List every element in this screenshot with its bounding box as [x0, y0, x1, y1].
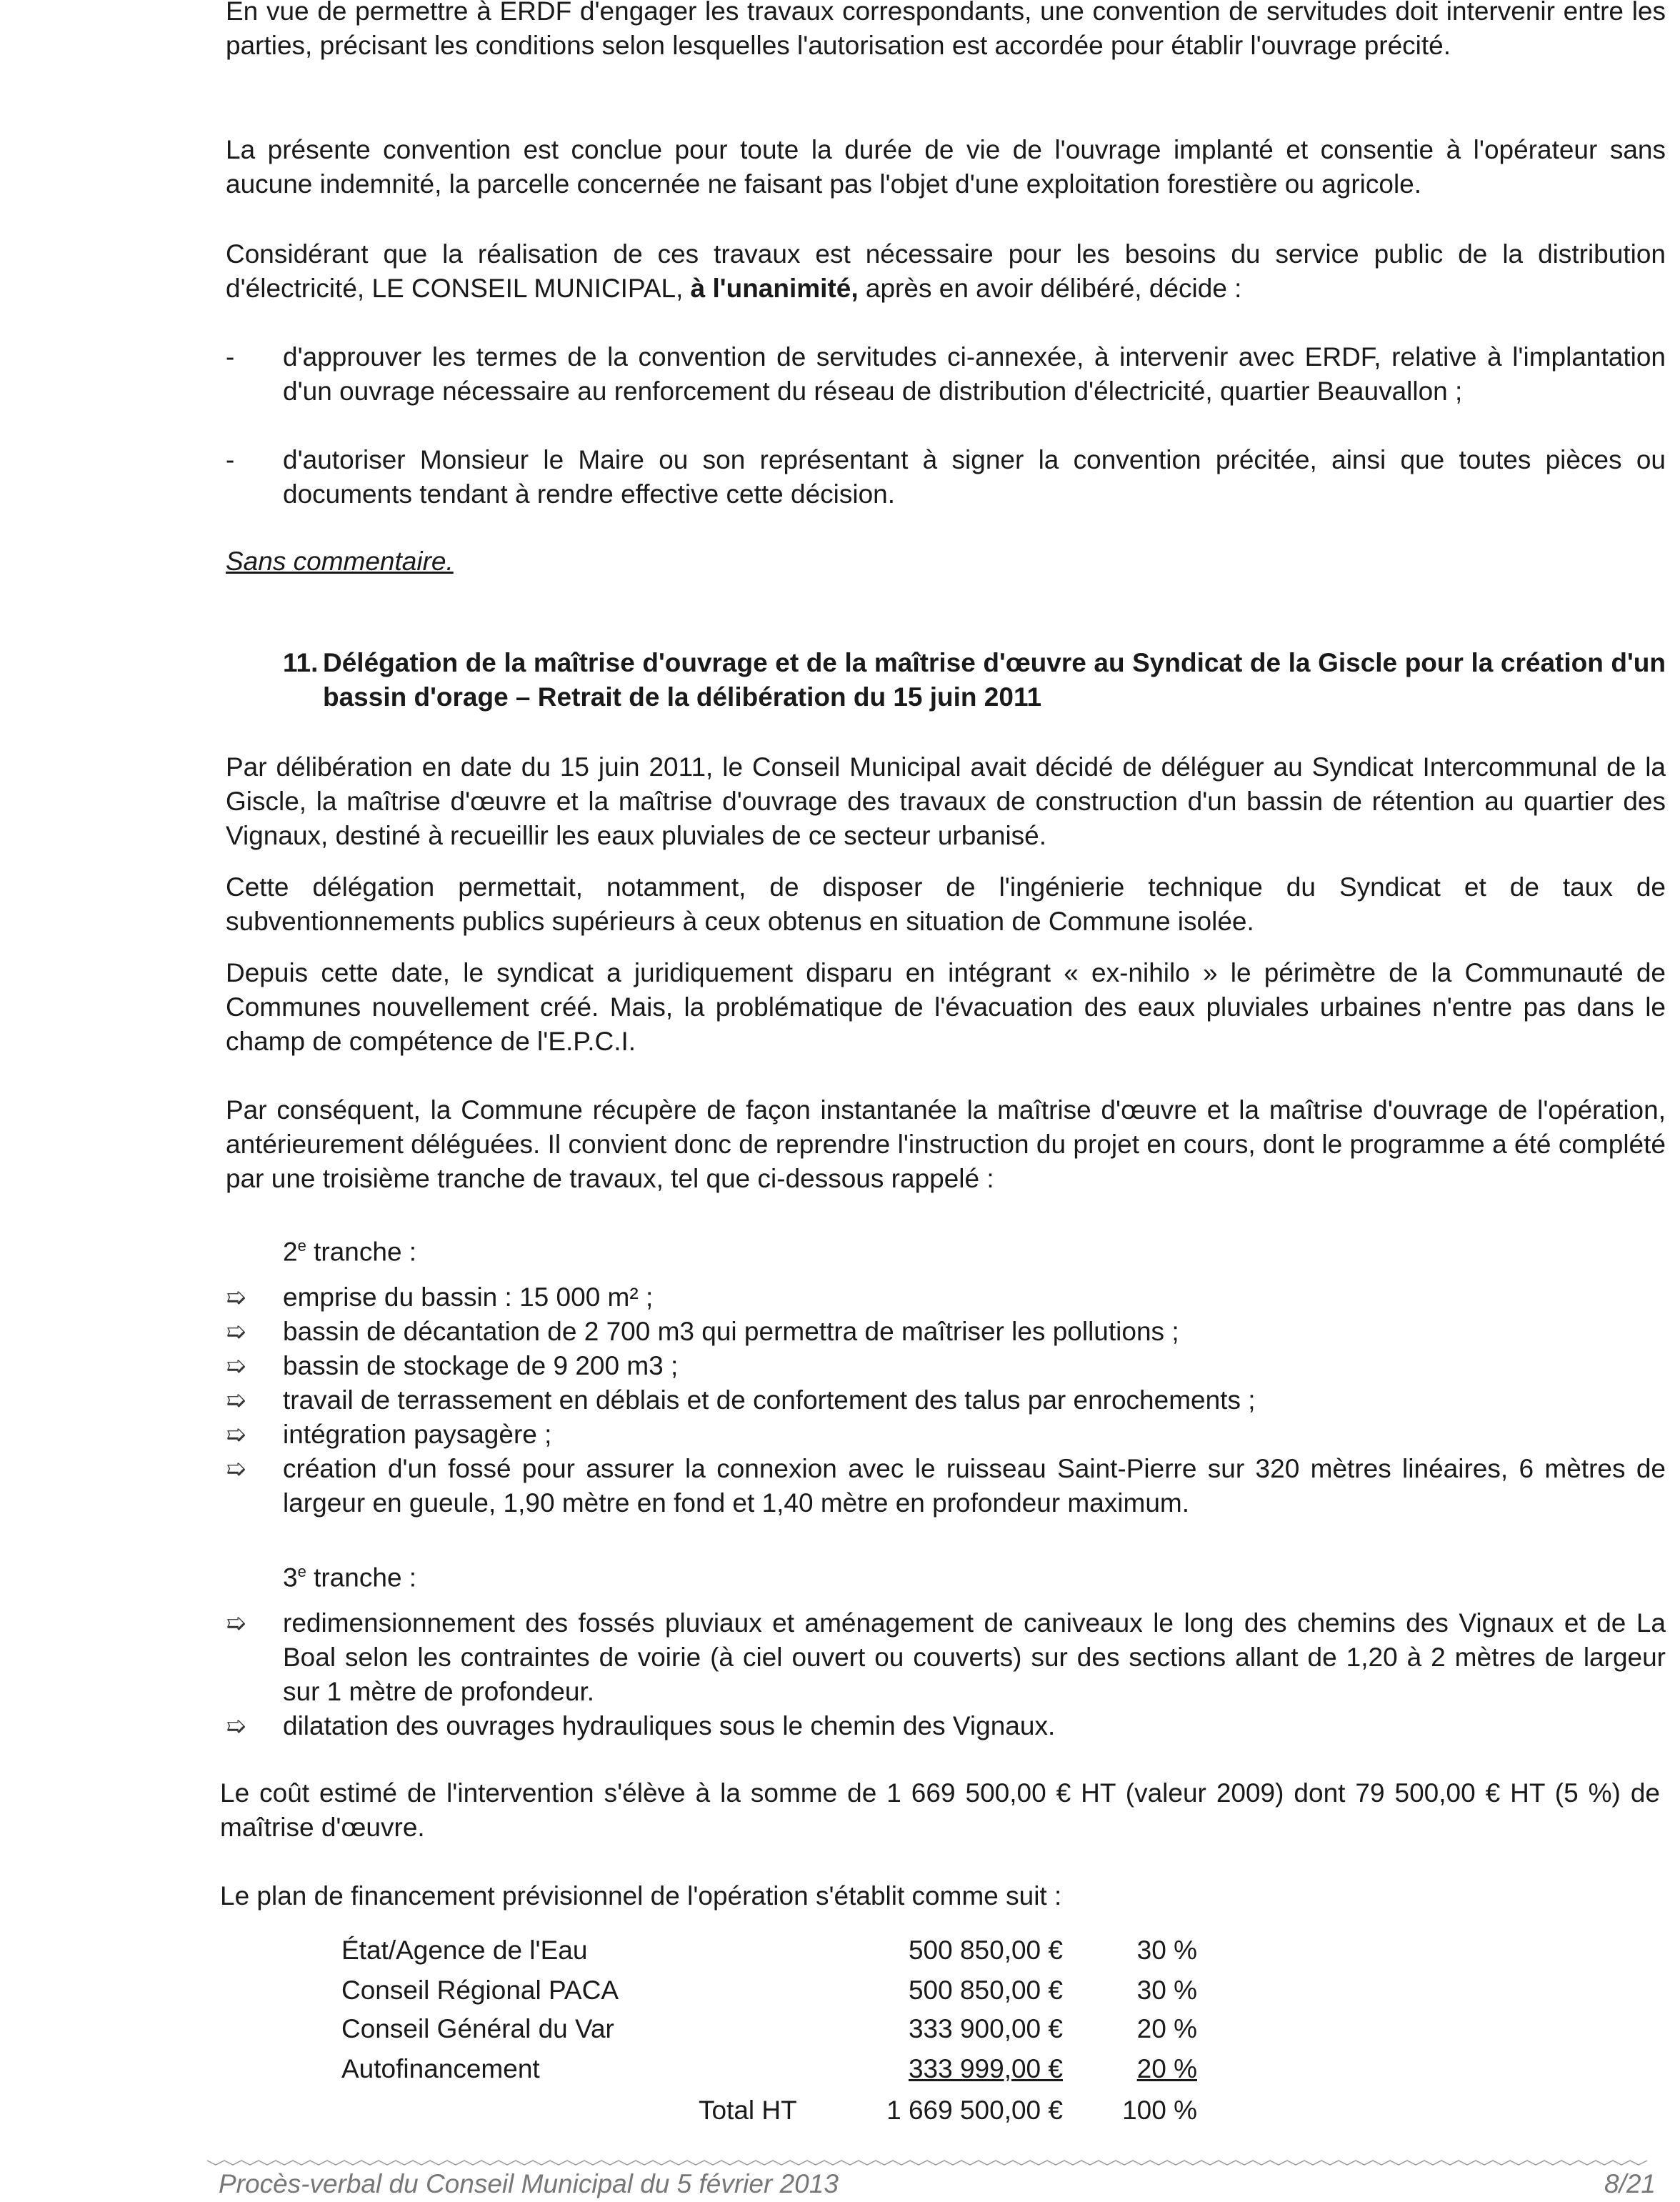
arrow-bullet-icon: ➯	[226, 1318, 246, 1345]
unanimity-text: à l'unanimité,	[690, 274, 859, 303]
financing-row-name: Autofinancement	[341, 2054, 540, 2083]
tranche-2-item: ➯ travail de terrassement en déblais et de confortement des talus par enrochements ;	[226, 1383, 1666, 1418]
tranche-2-item: ➯ bassin de décantation de 2 700 m3 qui permettra de maîtriser les pollutions ;	[226, 1315, 1666, 1349]
decision-item-text: d'approuver les termes de la convention de servitudes ci-annexée, à intervenir avec ERDF, relative à l'implantation d'un ouvrage nécessaire au renforcement du réseau de distribution d'électricité, quartier Beauvallon ;	[283, 342, 1666, 406]
financing-row-name: Conseil Régional PACA	[341, 1976, 619, 2005]
decision-text-end: après en avoir délibéré, décide :	[858, 274, 1242, 303]
financing-row-percent: 20 %	[1136, 2014, 1197, 2043]
section-title: Délégation de la maîtrise d'ouvrage et de la maîtrise d'œuvre au Syndicat de la Giscle pour la création d'un bassin d'orage – Retrait de la délibération du 15 juin 2011	[323, 648, 1666, 712]
paragraph-syndicate-dissolution: Depuis cette date, le syndicat a juridiquement disparu en intégrant « ex-nihilo » le périmètre de la Communauté de Communes nouvellement créé. Mais, la problématique de l'évacuation des eaux pluviales urbaines n'entre pas dans le champ de compétence de l'E.P.C.I.	[226, 958, 1666, 1056]
paragraph-delegation-benefits: Cette délégation permettait, notamment, de disposer de l'ingénierie technique du Syndicat et de taux de subventionnements publics supérieurs à ceux obtenus en situation de Commune isolée.	[226, 872, 1666, 936]
paragraph-council-decision	[226, 237, 1666, 306]
financing-row-name: Conseil Général du Var	[341, 2014, 614, 2043]
paragraph-erdf-convention: En vue de permettre à ERDF d'engager les travaux correspondants, une convention de servitudes doit intervenir entre les parties, précisant les conditions selon lesquelles l'autorisation est accordée pour établir l'ouvrage précité.	[226, 0, 1666, 60]
decision-text-start: Considérant que la réalisation de ces travaux est nécessaire pour les besoins du service public de la distribution d'électricité, LE CONSEIL MUNICIPAL,	[226, 239, 1666, 303]
tranche-2-label: 2e tranche :	[283, 1237, 417, 1267]
tranche-2-item: ➯ bassin de stockage de 9 200 m3 ;	[226, 1349, 1666, 1383]
tranche-2-item: ➯ intégration paysagère ;	[226, 1418, 1666, 1452]
paragraph-recovery: Par conséquent, la Commune récupère de façon instantanée la maîtrise d'œuvre et la maîtrise d'ouvrage de l'opération, antérieurement déléguées. Il convient donc de reprendre l'instruction du projet en cours, dont le programme a été complété par une troisième tranche de travaux, tel que ci-dessous rappelé :	[226, 1095, 1666, 1193]
decision-item	[226, 340, 1666, 409]
financing-total-amount: 1 669 500,00 €	[886, 2096, 1063, 2125]
footer-title: Procès-verbal du Conseil Municipal du 5 février 2013	[219, 2169, 839, 2198]
dash-marker: -	[226, 342, 235, 372]
arrow-bullet-icon: ➯	[226, 1713, 246, 1740]
arrow-bullet-icon: ➯	[226, 1387, 246, 1414]
paragraph-financing-intro: Le plan de financement prévisionnel de l'opération s'établit comme suit :	[220, 1881, 1062, 1910]
section-heading	[283, 646, 1666, 714]
paragraph-convention-duration: La présente convention est conclue pour toute la durée de vie de l'ouvrage implanté et consentie à l'opérateur sans aucune indemnité, la parcelle concernée ne faisant pas l'objet d'une exploitation forestière ou agricole.	[226, 135, 1666, 199]
paragraph-delegation-history: Par délibération en date du 15 juin 2011, le Conseil Municipal avait décidé de déléguer au Syndicat Intercommunal de la Giscle, la maîtrise d'œuvre et la maîtrise d'ouvrage des travaux de construction d'un bassin de rétention au quartier des Vignaux, destiné à recueillir les eaux pluviales de ce secteur urbanisé.	[226, 752, 1666, 850]
financing-row-percent: 30 %	[1136, 1976, 1197, 2005]
financing-total-percent: 100 %	[1122, 2096, 1197, 2125]
decision-item	[226, 443, 1666, 512]
financing-row-name: État/Agence de l'Eau	[341, 1936, 588, 1965]
tranche-2-item: ➯ emprise du bassin : 15 000 m² ;	[226, 1280, 1666, 1315]
financing-total-label: Total HT	[699, 2096, 797, 2125]
footer-separator	[207, 2159, 1650, 2166]
paragraph-estimated-cost: Le coût estimé de l'intervention s'élève à la somme de 1 669 500,00 € HT (valeur 2009) dont 79 500,00 € HT (5 %) de maîtrise d'œuvre.	[220, 1778, 1660, 1842]
decision-item-text: d'autoriser Monsieur le Maire ou son représentant à signer la convention précitée, ainsi que toutes pièces ou documents tendant à rendre effective cette décision.	[283, 445, 1666, 509]
tranche-3-item: ➯ redimensionnement des fossés pluviaux et aménagement de caniveaux le long des chemins des Vignaux et de La Boal selon les contraintes de voirie (à ciel ouvert ou couverts) sur des sections allant de 1,20 à 2 mètres de largeur sur 1 mètre de profondeur.	[226, 1606, 1666, 1709]
financing-row-amount: 500 850,00 €	[908, 1936, 1063, 1965]
financing-row-amount: 333 900,00 €	[908, 2014, 1063, 2043]
arrow-bullet-icon: ➯	[226, 1455, 246, 1483]
tranche-2-item: ➯ création d'un fossé pour assurer la connexion avec le ruisseau Saint-Pierre sur 320 mètres linéaires, 6 mètres de largeur en gueule, 1,90 mètre en fond et 1,40 mètre en profondeur maximum.	[226, 1452, 1666, 1520]
footer-page-number: 8/21	[1604, 2169, 1656, 2198]
no-comment-note: Sans commentaire.	[226, 547, 454, 576]
arrow-bullet-icon: ➯	[226, 1284, 246, 1311]
financing-row-percent: 20 %	[1136, 2054, 1197, 2083]
financing-row-amount: 500 850,00 €	[908, 1976, 1063, 2005]
arrow-bullet-icon: ➯	[226, 1610, 246, 1637]
financing-row-amount: 333 999,00 €	[908, 2054, 1063, 2083]
tranche-3-label: 3e tranche :	[283, 1563, 417, 1593]
arrow-bullet-icon: ➯	[226, 1421, 246, 1448]
dash-marker: -	[226, 445, 235, 474]
section-number: 11.	[283, 648, 319, 677]
arrow-bullet-icon: ➯	[226, 1352, 246, 1380]
financing-row-percent: 30 %	[1136, 1936, 1197, 1965]
tranche-3-item: ➯ dilatation des ouvrages hydrauliques sous le chemin des Vignaux.	[226, 1709, 1666, 1743]
